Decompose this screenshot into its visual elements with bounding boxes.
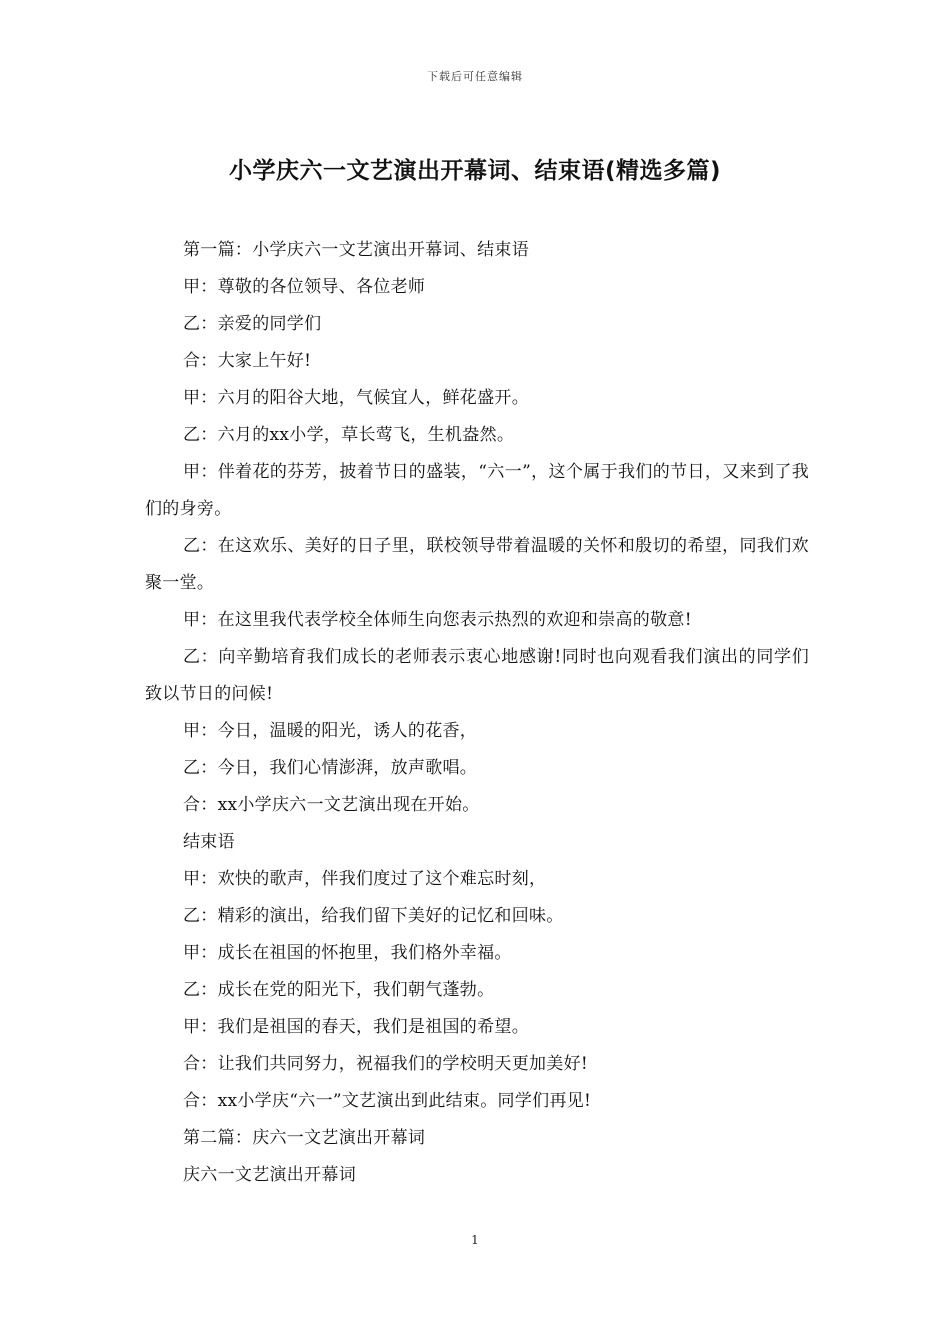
paragraph: 合：让我们共同努力，祝福我们的学校明天更加美好!	[183, 1054, 589, 1074]
paragraph: 合：xx小学庆六一文艺演出现在开始。	[183, 795, 480, 815]
section-heading: 第二篇：庆六一文艺演出开幕词	[183, 1128, 426, 1148]
paragraph: 甲：在这里我代表学校全体师生向您表示热烈的欢迎和崇高的敬意!	[183, 610, 692, 630]
paragraph: 甲：欢快的歌声，伴我们度过了这个难忘时刻，	[183, 869, 547, 889]
section-heading: 庆六一文艺演出开幕词	[183, 1165, 356, 1185]
paragraph: 乙：今日，我们心情澎湃，放声歌唱。	[183, 758, 478, 778]
paragraph: 甲：今日，温暖的阳光，诱人的花香，	[183, 721, 478, 741]
paragraph: 第一篇：小学庆六一文艺演出开幕词、结束语	[183, 240, 529, 260]
paragraph: 甲：尊敬的各位领导、各位老师	[183, 277, 426, 297]
paragraph: 乙：成长在党的阳光下，我们朝气蓬勃。	[183, 980, 495, 1000]
paragraph: 乙：亲爱的同学们	[183, 314, 322, 334]
paragraph: 甲：成长在祖国的怀抱里，我们格外幸福。	[183, 943, 512, 963]
paragraph: 乙：六月的xx小学，草长莺飞，生机盎然。	[183, 425, 515, 445]
paragraph: 乙：向辛勤培育我们成长的老师表示衷心地感谢!同时也向观看我们演出的同学们致以节日的问候!	[145, 647, 809, 704]
paragraph: 乙：在这欢乐、美好的日子里，联校领导带着温暖的关怀和殷切的希望，同我们欢聚一堂。	[145, 536, 809, 593]
paragraph: 合：xx小学庆“六一”文艺演出到此结束。同学们再见!	[183, 1091, 592, 1111]
paragraph: 甲：我们是祖国的春天，我们是祖国的希望。	[183, 1017, 529, 1037]
page-number: 1	[471, 1233, 479, 1247]
document-title: 小学庆六一文艺演出开幕词、结束语(精选多篇)	[228, 158, 722, 184]
section-heading: 结束语	[183, 832, 235, 852]
page-header-note: 下载后可任意编辑	[427, 70, 523, 83]
paragraph: 合：大家上午好!	[183, 351, 312, 371]
document-body	[145, 232, 809, 1194]
paragraph: 甲：伴着花的芬芳，披着节日的盛装，“六一”，这个属于我们的节日，又来到了我们的身旁。	[145, 462, 809, 519]
paragraph: 甲：六月的阳谷大地，气候宜人，鲜花盛开。	[183, 388, 529, 408]
paragraph: 乙：精彩的演出，给我们留下美好的记忆和回味。	[183, 906, 564, 926]
